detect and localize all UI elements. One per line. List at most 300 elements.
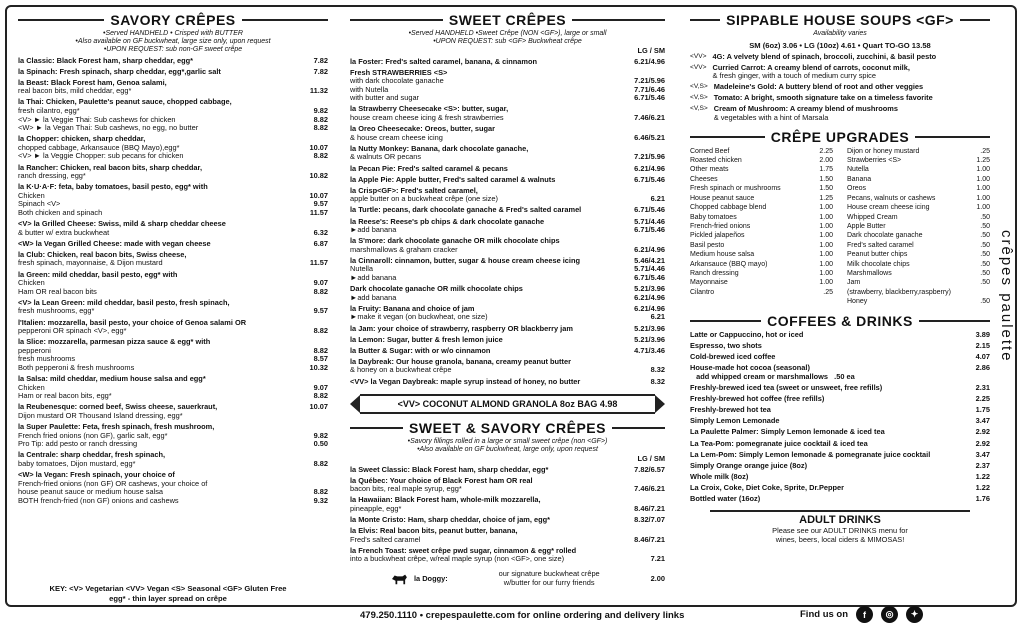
drink-name: House-made hot cocoa (seasonal) add whipped cream or marshmallows .50 ea (690, 363, 855, 381)
sweet-item (350, 145, 665, 162)
drink-items (690, 331, 990, 504)
savory-items (18, 57, 328, 506)
sweet-item-price: 5.46/4.21 5.71/4.46 6.71/5.46 (634, 255, 665, 283)
sweet-item-price: 7.46/6.21 (634, 113, 665, 123)
upgrade-row (847, 260, 990, 269)
upgrade-price: 1.00 (819, 241, 833, 249)
drink-price: 2.86 (975, 363, 990, 373)
sweet-savory-item-price: 8.46/7.21 (634, 534, 665, 544)
sweet-item (350, 187, 665, 204)
upgrade-price: .50 (980, 298, 990, 306)
facebook-icon[interactable]: f (856, 606, 873, 623)
savory-item-line: Both pepperoni & fresh mushrooms (18, 363, 135, 372)
upgrade-row (690, 288, 833, 297)
savory-item-price: 7.82 (313, 55, 328, 65)
sweet-item-desc (350, 187, 651, 204)
drink-item (690, 417, 990, 426)
upgrade-name: French-fried onions (690, 222, 751, 230)
savory-item-price: 9.82 8.82 8.82 (313, 105, 328, 133)
upgrade-row (847, 165, 990, 174)
savory-item-line: baby tomatoes, Dijon mustard, egg* (18, 458, 136, 468)
drink-price: 2.15 (975, 341, 990, 351)
drink-price: 1.75 (975, 405, 990, 415)
sweet-savory-item-price: 8.32/7.07 (634, 515, 665, 525)
savory-item-line: <W> la Vegan Grilled Cheese: made with vegan cheese (18, 238, 211, 248)
sweet-savory-item-price: 8.46/7.21 (634, 503, 665, 513)
upgrade-row (847, 269, 990, 278)
savory-item-price: 9.82 0.50 (313, 430, 328, 449)
drink-name: La Tea-Pom: pomegranate juice cocktail & iced tea (690, 438, 868, 448)
drink-price: 2.31 (975, 383, 990, 393)
drink-name: Simply Orange orange juice (8oz) (690, 460, 808, 470)
sweet-item-price: 5.21/3.96 (634, 323, 665, 333)
adult-drinks-line-1: Please see our ADULT DRINKS menu for (772, 525, 908, 535)
upgrade-price: 1.00 (819, 222, 833, 230)
upgrade-row (690, 203, 833, 212)
upgrade-row (847, 184, 990, 193)
drink-item (690, 451, 990, 460)
upgrade-price: .50 (980, 232, 990, 240)
savory-item-desc (18, 135, 310, 161)
upgrade-price: .50 (980, 213, 990, 221)
sweet-item (350, 325, 665, 334)
sweet-savory-item-line: pineapple, egg* (350, 503, 402, 513)
sweet-item-line: la Jam: your choice of strawberry, raspberry OR blackberry jam (350, 323, 573, 333)
upgrade-row (690, 194, 833, 203)
sweet-item-line: la Daybreak: Our house granola, banana, creamy peanut butter (350, 356, 571, 366)
twitter-icon[interactable]: ✦ (906, 606, 923, 623)
sweet-item-desc (350, 176, 634, 185)
savory-item-line: & butter w/ extra buckwheat (18, 227, 110, 237)
upgrade-name: Honey (847, 298, 868, 306)
sweet-item (350, 58, 665, 67)
sweet-item-line: la Nutty Monkey: Banana, dark chocolate ganache, (350, 143, 529, 153)
upgrade-name: Ranch dressing (690, 269, 739, 277)
upgrade-name: Marshmallows (847, 269, 892, 277)
savory-item (18, 375, 328, 401)
key-line-1: KEY: <V> Vegetarian <VV> Vegan <S> Seasonal <GF> Gluten Free (49, 584, 287, 593)
menu-key (18, 584, 318, 604)
savory-item-price: 7.82 (313, 66, 328, 76)
footer-contact: 479.250.1110 • crepespaulette.com for online ordering and delivery links (360, 610, 685, 621)
drink-price: 1.76 (975, 493, 990, 503)
sweet-item-desc (350, 105, 634, 122)
drink-name: Latte or Cappuccino, hot or iced (690, 330, 804, 340)
sweet-item (350, 336, 665, 345)
drink-name: Cold-brewed iced coffee (690, 352, 776, 362)
savory-item-line: la Salsa: mild cheddar, medium house salsa and egg* (18, 374, 206, 384)
savory-item-desc (18, 164, 310, 181)
soup-sizes: SM (6oz) 3.06 • LG (10oz) 4.61 • Quart TO-GO 13.58 (749, 41, 931, 50)
upgrades-title: CRÊPE UPGRADES (690, 129, 990, 145)
savory-item-price: 9.07 8.82 (313, 382, 328, 401)
savory-item-desc (18, 240, 314, 249)
upgrade-price: 1.50 (819, 185, 833, 193)
savory-item-line: ranch dressing, egg* (18, 171, 86, 181)
savory-item-price: 10.07 (309, 402, 328, 412)
upgrade-name: Fresh spinach or mushrooms (690, 185, 781, 193)
sweet-savory-item-line: into a buckwheat crêpe, w/real maple syrup (non <GF>, one size) (350, 554, 565, 564)
drink-item (690, 462, 990, 471)
soup-item (690, 94, 990, 103)
upgrade-name: Peanut butter chips (847, 251, 908, 259)
upgrade-row (847, 213, 990, 222)
savory-item-line: pepperoni OR spinach <V>, egg* (18, 326, 127, 336)
savory-item-line: la Thai: Chicken, Paulette's peanut sauce, chopped cabbage, (18, 97, 232, 107)
drink-price: 2.92 (975, 427, 990, 437)
savory-item-price: 8.82 9.32 (313, 487, 328, 505)
savory-item (18, 240, 328, 249)
sweet-item (350, 218, 665, 235)
savory-item-line: la Chopper: chicken, sharp cheddar, (18, 134, 146, 144)
savory-item-line: la Spinach: Fresh spinach, sharp cheddar, egg*,garlic salt (18, 66, 221, 76)
sweet-savory-item-desc (350, 527, 634, 544)
sweet-item-line: Nutella (350, 264, 374, 274)
sweet-item-desc (350, 218, 634, 235)
upgrade-price: 1.00 (819, 213, 833, 221)
sweet-savory-item (350, 477, 665, 494)
drink-item (690, 484, 990, 493)
upgrade-row (690, 147, 833, 156)
savory-item-line: Spinach <V> (18, 199, 61, 209)
la-doggy-name: la Doggy: (414, 574, 448, 584)
sweet-item-price: 6.21/4.96 (634, 244, 665, 254)
upgrade-row (847, 194, 990, 203)
upgrade-name: Apple Butter (847, 222, 886, 230)
soup-item-tag: <V,S> (690, 94, 708, 102)
savory-item-line: la Reubenesque: corned beef, Swiss cheese, sauerkraut, (18, 402, 218, 412)
upgrade-price: 1.25 (819, 194, 833, 202)
drink-name: Espresso, two shots (690, 341, 762, 351)
soup-item-line: 4G: A velvety blend of spinach, broccoli, zucchini, & basil pesto (712, 51, 937, 61)
savory-item-price: 10.07 9.57 11.57 (309, 190, 328, 217)
vertical-logo-text: crêpes paulette (998, 230, 1015, 363)
sweet-item-price: 5.21/3.96 6.21/4.96 (634, 284, 665, 302)
savory-item (18, 98, 328, 132)
savory-item-line: la Slice: mozzarella, parmesan pizza sauce & egg* with (18, 337, 211, 347)
savory-item-desc (18, 271, 314, 297)
sweet-item-line: apple butter on a buckwheat crêpe (one size) (350, 194, 498, 204)
sweet-item-desc (350, 257, 634, 283)
sweet-item-line: la Pecan Pie: Fred's salted caramel & pecans (350, 163, 508, 173)
upgrade-name: Banana (847, 175, 872, 183)
upgrade-row (690, 175, 833, 184)
sweet-item-desc (350, 358, 651, 375)
sweet-item-price: 4.71/3.46 (634, 345, 665, 355)
sweet-savory-item-desc (350, 516, 634, 525)
savory-item-line: house peanut sauce or medium house salsa (18, 487, 164, 497)
sweet-savory-item-desc (350, 496, 634, 513)
sweet-savory-item-line: la French Toast: sweet crêpe pwd sugar, cinnamon & egg* rolled (350, 545, 577, 555)
savory-item-price: 6.32 (313, 227, 328, 237)
savory-item-line: Pro Tip: add pesto or ranch dressing (18, 439, 138, 449)
savory-item-line: Chicken (18, 190, 45, 200)
upgrade-row (847, 231, 990, 240)
upgrade-row (690, 278, 833, 287)
sweet-item (350, 125, 665, 142)
upgrade-row (847, 278, 990, 297)
sweet-savory-item-desc (350, 477, 634, 494)
upgrades-right (847, 147, 990, 307)
savory-item-line: <V> ► la Veggie Chopper: sub pecans for chicken (18, 151, 184, 161)
sweet-item-line: la Oreo Cheesecake: Oreos, butter, sugar (350, 124, 495, 134)
savory-item-line: la K·U·A·F: feta, baby tomatoes, basil pesto, egg* with (18, 182, 208, 192)
drink-item (690, 495, 990, 504)
sweet-item-price: 6.21/4.96 (634, 163, 665, 173)
upgrade-name: Other meats (690, 166, 729, 174)
savory-item-price: 6.87 (313, 238, 328, 248)
savory-item-desc (18, 471, 314, 505)
la-doggy-row (350, 570, 665, 587)
sweet-savory-item (350, 496, 665, 513)
drink-item (690, 353, 990, 362)
savory-item-line: Dijon mustard OR Thousand Island dressing, egg* (18, 410, 183, 420)
upgrade-price: 1.00 (819, 251, 833, 259)
soup-item-line: & vegetables with a hint of Marsala (713, 113, 829, 123)
sweet-savory-title: SWEET & SAVORY CRÊPES (350, 420, 665, 436)
soup-item-line: Tomato: A bright, smooth signature take on a timeless favorite (713, 93, 933, 103)
savory-item-desc (18, 220, 314, 237)
upgrade-row (690, 156, 833, 165)
savory-item-desc (18, 57, 314, 66)
upgrade-row (847, 241, 990, 250)
sweet-item-line: Dark chocolate ganache OR milk chocolate chips (350, 284, 523, 294)
upgrade-price: 1.75 (819, 166, 833, 174)
sweet-savory-item-line: Fred's salted caramel (350, 534, 421, 544)
sweet-notes (350, 30, 665, 46)
sweet-item (350, 206, 665, 215)
sweet-item-desc (350, 347, 634, 356)
drink-price: 2.92 (975, 438, 990, 448)
sweet-title: SWEET CRÊPES (350, 12, 665, 28)
upgrade-name: Pickled jalapeños (690, 232, 745, 240)
savory-item-line: fresh mushrooms, egg* (18, 306, 95, 316)
sweet-item-price: 8.32 (650, 376, 665, 386)
dog-icon (390, 572, 408, 586)
upgrade-name: Nutella (847, 166, 869, 174)
upgrade-row (690, 213, 833, 222)
savory-item-desc (18, 319, 314, 336)
granola-banner: <VV> COCONUT ALMOND GRANOLA 8oz BAG 4.98 (360, 394, 655, 414)
sweet-item-line: house cream cheese icing & fresh strawberries (350, 113, 504, 123)
savory-item-line: Ham OR real bacon bits (18, 286, 97, 296)
drink-name: Simply Lemon Lemonade (690, 416, 780, 426)
savory-item-line: French fried onions (non GF), garlic salt, egg* (18, 430, 168, 440)
upgrade-price: .50 (980, 222, 990, 230)
right-column (690, 12, 990, 604)
sweet-item-price: 7.21/5.96 7.71/6.46 6.71/5.46 (634, 76, 665, 103)
savory-item-price: 11.32 (309, 86, 328, 96)
savory-item (18, 471, 328, 505)
upgrade-name: Basil pesto (690, 241, 725, 249)
soup-item-tag: <V,S> (690, 83, 708, 91)
savory-item-line: la Classic: Black Forest ham, sharp cheddar, egg* (18, 55, 193, 65)
sweet-item-desc (350, 285, 634, 302)
upgrade-price: .50 (980, 260, 990, 268)
savory-item-price: 8.82 (313, 326, 328, 336)
drink-item (690, 406, 990, 415)
sweet-item-price: 7.21/5.96 (634, 152, 665, 162)
drink-name: La Croix, Coke, Diet Coke, Sprite, Dr.Pepper (690, 482, 845, 492)
savory-item-price: 9.57 (313, 306, 328, 316)
upgrade-price: .50 (980, 251, 990, 259)
upgrade-price: 1.00 (819, 269, 833, 277)
savory-item-line: la Rancher: Chicken, real bacon bits, sharp cheddar, (18, 162, 203, 172)
adult-drinks-box (710, 510, 970, 544)
sweet-item-desc (350, 336, 634, 345)
sweet-size-header: LG / SM (637, 46, 665, 55)
drink-item (690, 440, 990, 449)
sweet-item-line: la Lemon: Sugar, butter & fresh lemon juice (350, 334, 503, 344)
drink-name: Freshly-brewed iced tea (sweet or unsweet, free refills) (690, 383, 883, 393)
savory-item-line: chopped cabbage, Arkansauce (BBQ Mayo),egg* (18, 142, 180, 152)
upgrade-name: Cheeses (690, 175, 718, 183)
upgrade-name: Dijon or honey mustard (847, 147, 920, 155)
sweet-savory-item-desc (350, 547, 651, 564)
soup-item-line: & fresh ginger, with a touch of medium curry spice (712, 71, 876, 81)
soup-item-line: Cream of Mushroom: A creamy blend of mushrooms (713, 104, 898, 114)
upgrade-name: Medium house salsa (690, 251, 755, 259)
sweet-item-line: ►add banana (350, 225, 397, 235)
drink-name: Whole milk (8oz) (690, 471, 749, 481)
sweet-item-price: 6.21/4.96 6.21 (634, 303, 665, 322)
upgrade-row (847, 147, 990, 156)
upgrade-row (690, 260, 833, 269)
savory-item (18, 271, 328, 297)
sweet-item-line: la Crisp<GF>: Fred's salted caramel, (350, 185, 478, 195)
soup-item-desc (707, 64, 991, 81)
sweet-item-line: with butter and sugar (350, 93, 420, 103)
instagram-icon[interactable]: ◎ (881, 606, 898, 623)
savory-item-line: Chicken (18, 382, 45, 392)
sweet-item-line: la Strawberry Cheesecake <S>: butter, sugar, (350, 104, 509, 114)
upgrade-row (690, 250, 833, 259)
savory-item-price: 8.82 8.57 10.32 (309, 345, 328, 372)
sweet-item-desc (350, 305, 634, 322)
sweet-item-line: la Cinnaroll: cinnamon, butter, sugar & house cream cheese icing (350, 255, 580, 265)
savory-item (18, 423, 328, 449)
upgrade-row (690, 241, 833, 250)
sweet-item (350, 105, 665, 122)
sweet-savory-items (350, 466, 665, 564)
sweet-savory-notes (350, 438, 665, 454)
upgrade-name: Pecans, walnuts or cashews (847, 194, 936, 202)
sweet-savory-item (350, 547, 665, 564)
upgrade-name: Milk chocolate chips (847, 260, 910, 268)
sweet-item-line: la Foster: Fred's salted caramel, banana, & cinnamon (350, 56, 537, 66)
savory-item-desc (18, 79, 310, 96)
drink-price: 3.47 (975, 416, 990, 426)
sweet-savory-note-0: •Savory fillings rolled in a large or small sweet crêpe (non <GF>) (407, 438, 608, 446)
upgrade-name: Strawberries <S> (847, 157, 902, 165)
savory-item-desc (18, 423, 314, 449)
savory-item-line: la Centrale: sharp cheddar, fresh spinach, (18, 450, 166, 460)
upgrade-name: Arkansauce (BBQ mayo) (690, 260, 768, 268)
savory-item-line: <W> ► la Vegan Thai: Sub cashews, no egg, no butter (18, 123, 199, 133)
upgrade-price: 1.25 (976, 157, 990, 165)
sweet-item-price: 6.21 (650, 194, 665, 204)
sweet-savory-item-line: la Québec: Your choice of Black Forest ham OR real (350, 475, 533, 485)
savory-item (18, 299, 328, 316)
sweet-item-line: & walnuts OR pecans (350, 152, 422, 162)
sweet-item-line: marshmallows & graham cracker (350, 244, 458, 254)
sweet-item-desc (350, 125, 634, 142)
soup-item-tag: <V,S> (690, 105, 708, 113)
upgrade-name: House peanut sauce (690, 194, 755, 202)
upgrade-name: Oreos (847, 185, 867, 193)
drink-name: Freshly-brewed hot tea (690, 405, 771, 415)
savory-item-desc (18, 338, 310, 372)
sweet-item-line: la Turtle: pecans, dark chocolate ganache & Fred's salted caramel (350, 205, 582, 215)
sweet-note-1: •UPON REQUEST: sub <GF> Buckwheat crêpe (433, 38, 582, 45)
savory-item-price: 9.07 8.82 (313, 278, 328, 296)
sweet-item-line: la Butter & Sugar: with or w/o cinnamon (350, 345, 491, 355)
savory-item-line: <V> ► la Veggie Thai: Sub cashews for chicken (18, 114, 176, 124)
savory-item-line: fresh spinach, mayonnaise, & Dijon mustard (18, 258, 163, 268)
drink-price: 4.07 (975, 352, 990, 362)
drinks-title: COFFEES & DRINKS (690, 313, 990, 329)
sweet-item-line: Fresh STRAWBERRIES <S> (350, 67, 448, 77)
drink-item (690, 342, 990, 351)
savory-item-line: pepperoni (18, 345, 51, 355)
savory-note-2: •UPON REQUEST: sub non-GF sweet crêpe (103, 46, 243, 53)
upgrade-price: 1.00 (976, 185, 990, 193)
savory-item-desc (18, 451, 314, 468)
sweet-item-price: 6.21/4.96 (634, 56, 665, 66)
sweet-item-line: la S'more: dark chocolate ganache OR milk chocolate chips (350, 236, 560, 246)
sweet-savory-note-1: •Also available on GF buckwheat, large only, upon request (417, 446, 598, 454)
savory-item-line: French-fried onions (non GF) OR cashews, your choice of (18, 478, 208, 488)
upgrade-price: 1.00 (976, 204, 990, 212)
sweet-column (350, 12, 665, 604)
sweet-item (350, 378, 665, 387)
savory-item-line: Both chicken and spinach (18, 208, 103, 217)
savory-item-price: 10.07 8.82 (309, 142, 328, 161)
drink-price: 2.37 (975, 460, 990, 470)
sweet-item-price: 6.71/5.46 (634, 174, 665, 184)
upgrades-table (690, 147, 990, 307)
savory-item-line: la Green: mild cheddar, basil pesto, egg* with (18, 269, 178, 279)
upgrade-price: .50 (980, 241, 990, 249)
sweet-item-line: ►make it vegan (on buckwheat, one size) (350, 312, 488, 322)
upgrade-name: Baby tomatoes (690, 213, 737, 221)
soup-item (690, 105, 990, 122)
sweet-item (350, 257, 665, 283)
savory-note-0: •Served HANDHELD • Crisped with BUTTER (103, 30, 243, 37)
sweet-savory-item (350, 527, 665, 544)
savory-item-line: <V> la Lean Green: mild cheddar, basil pesto, fresh spinach, (18, 297, 230, 307)
sweet-item-line: la Apple Pie: Apple butter, Fred's salted caramel & walnuts (350, 174, 556, 184)
savory-item (18, 68, 328, 77)
upgrade-row (847, 297, 990, 306)
drink-price: 1.22 (975, 471, 990, 481)
soup-item-tag: <VV> (690, 63, 707, 71)
savory-notes (18, 30, 328, 54)
upgrade-name: Whipped Cream (847, 213, 898, 221)
upgrade-price: 1.00 (976, 175, 990, 183)
sweet-savory-item-line: la Sweet Classic: Black Forest ham, sharp cheddar, egg* (350, 464, 549, 474)
savory-item-desc (18, 251, 310, 268)
upgrade-price: 1.00 (819, 232, 833, 240)
sweet-item-line: with dark chocolate ganache (350, 76, 444, 86)
drink-name: La Lem-Pom: Simply Lemon lemonade & pomegranate juice cocktail (690, 449, 931, 459)
sweet-item-line: ►add banana (350, 273, 397, 283)
upgrade-row (847, 250, 990, 259)
savory-item-line: Chicken (18, 278, 45, 288)
savory-item-line: real bacon bits, mild cheddar, egg* (18, 86, 132, 96)
sweet-note-0: •Served HANDHELD •Sweet Crêpe (NON <GF>), large or small (408, 30, 607, 37)
adult-drinks-line-2: wines, beers, local ciders & MIMOSAS! (775, 534, 905, 544)
